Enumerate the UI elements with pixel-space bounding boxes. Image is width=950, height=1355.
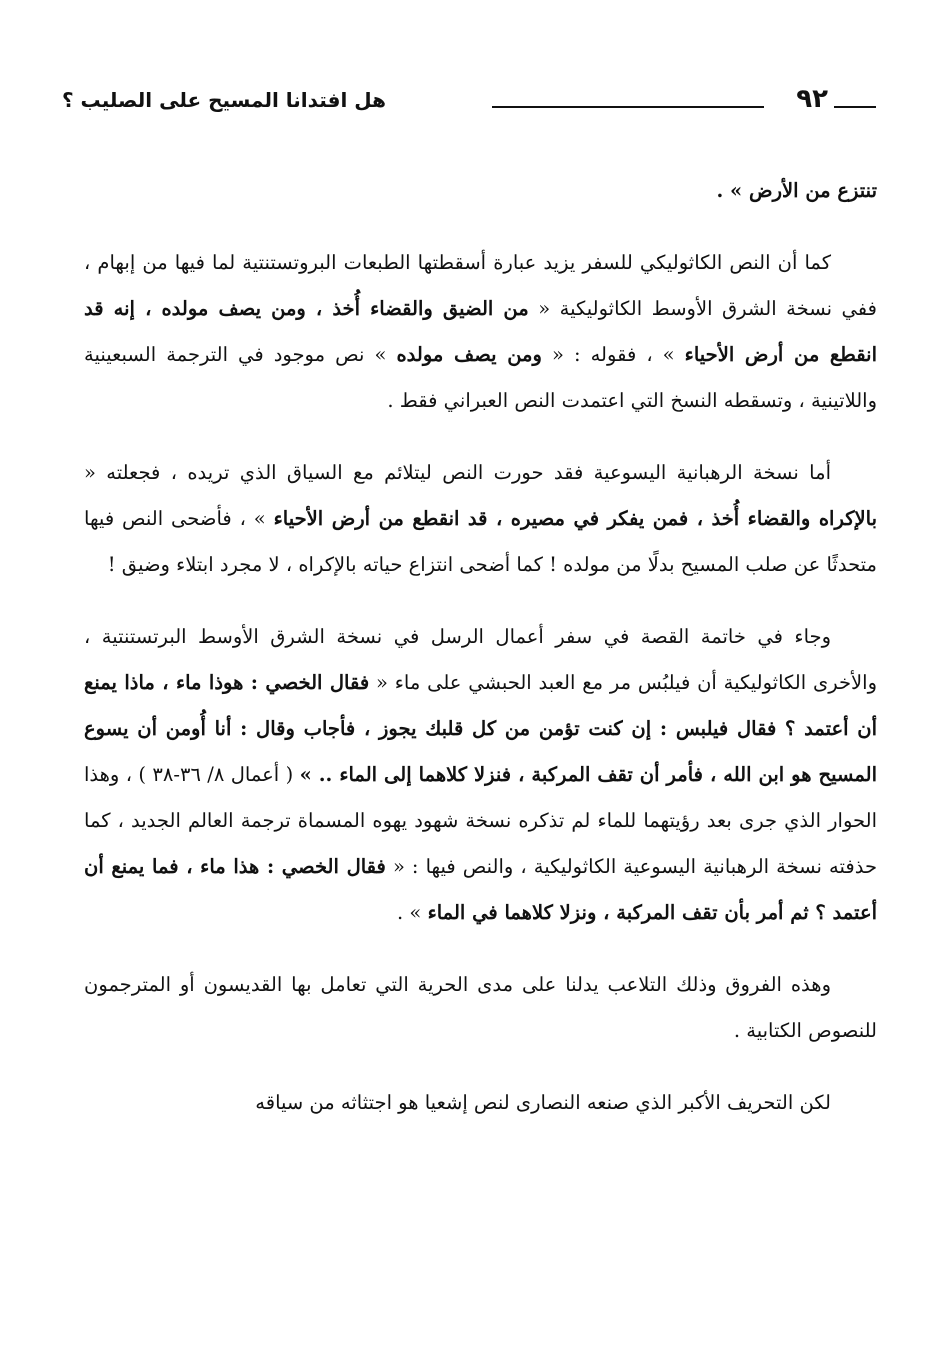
page-header [61, 82, 876, 122]
paragraph [84, 962, 877, 1054]
paragraph [84, 1080, 877, 1126]
text-run: ( أعمال ٨/ ٣٦-٣٨ ) ، وهذا الحوار الذي جرى بعد رؤيتهما للماء لم تذكره نسخة شهود يهوه المسماة ترجمة العالم الجديد ، كما حذفته نسخة الرهبانية اليسوعية الكاثوليكية ، والنص فيها : « [84, 763, 878, 878]
text-run: » ، فقوله : « [541, 343, 685, 366]
text-run: فقال الخصي : هذا ماء ، فما يمنع أن أعتمد ؟ ثم أمر بأن تقف المركبة ، ونزلا كلاهما في الماء [84, 855, 877, 924]
text-run: وجاء في خاتمة القصة في سفر أعمال الرسل في نسخة الشرق الأوسط البرتستنتية ، والأخرى الكاثوليكية أن فيلبُس مر مع العبد الحبشي على ماء « [84, 625, 877, 694]
text-run: كما أن النص الكاثوليكي للسفر يزيد عبارة أسقطتها الطبعات البروتستنتية لما فيها من إبهام ، ففي نسخة الشرق الأوسط الكاثوليكية « [84, 251, 877, 320]
page-number: ٩٢ [796, 84, 828, 114]
running-title: هل افتدانا المسيح على الصليب ؟ [61, 88, 386, 112]
paragraph [84, 614, 877, 936]
page-body [84, 168, 877, 1152]
text-run: ومن يصف مولده [396, 343, 542, 366]
header-rule-long [492, 106, 764, 108]
text-run: تنتزع من الأرض » . [716, 179, 877, 202]
text-run: بالإكراه والقضاء أُخذ ، فمن يفكر في مصيره ، قد انقطع من أرض الأحياء [273, 507, 877, 530]
text-run: من الضيق والقضاء أُخذ ، ومن يصف مولده ، إنه قد انقطع من أرض الأحياء [84, 297, 877, 366]
paragraph [84, 168, 877, 214]
text-run: فقال الخصي : هوذا ماء ، ماذا يمنع أن أعتمد ؟ فقال فيلبس : إن كنت تؤمن من كل قلبك يجوز ، فأجاب وقال : أنا أُومن أن يسوع المسيح هو ابن الله ، فأمر أن تقف المركبة ، فنزلا كلاهما إلى الماء .. » [84, 671, 877, 786]
text-run: » . [397, 901, 428, 924]
text-run: » ، فأضحى النص فيها متحدثًا عن صلب المسيح بدلًا من مولده ! كما أضحى انتزاع حياته بالإكراه ، لا مجرد ابتلاء وضيق ! [84, 507, 877, 576]
text-run: وهذه الفروق وذلك التلاعب يدلنا على مدى الحرية التي تعامل بها القديسون أو المترجمون للنصوص الكتابية . [84, 973, 877, 1042]
paragraph [84, 240, 877, 424]
paragraph [84, 450, 877, 588]
text-run: لكن التحريف الأكبر الذي صنعه النصارى لنص إشعيا هو اجتثاثه من سياقه [255, 1091, 831, 1114]
text-run: أما نسخة الرهبانية اليسوعية فقد حورت النص ليتلائم مع السياق الذي تريده ، فجعلته « [84, 461, 831, 484]
text-run: » نص موجود في الترجمة السبعينية واللاتينية ، وتسقطه النسخ التي اعتمدت النص العبراني فقط . [84, 343, 877, 412]
header-rule-short [834, 106, 876, 108]
